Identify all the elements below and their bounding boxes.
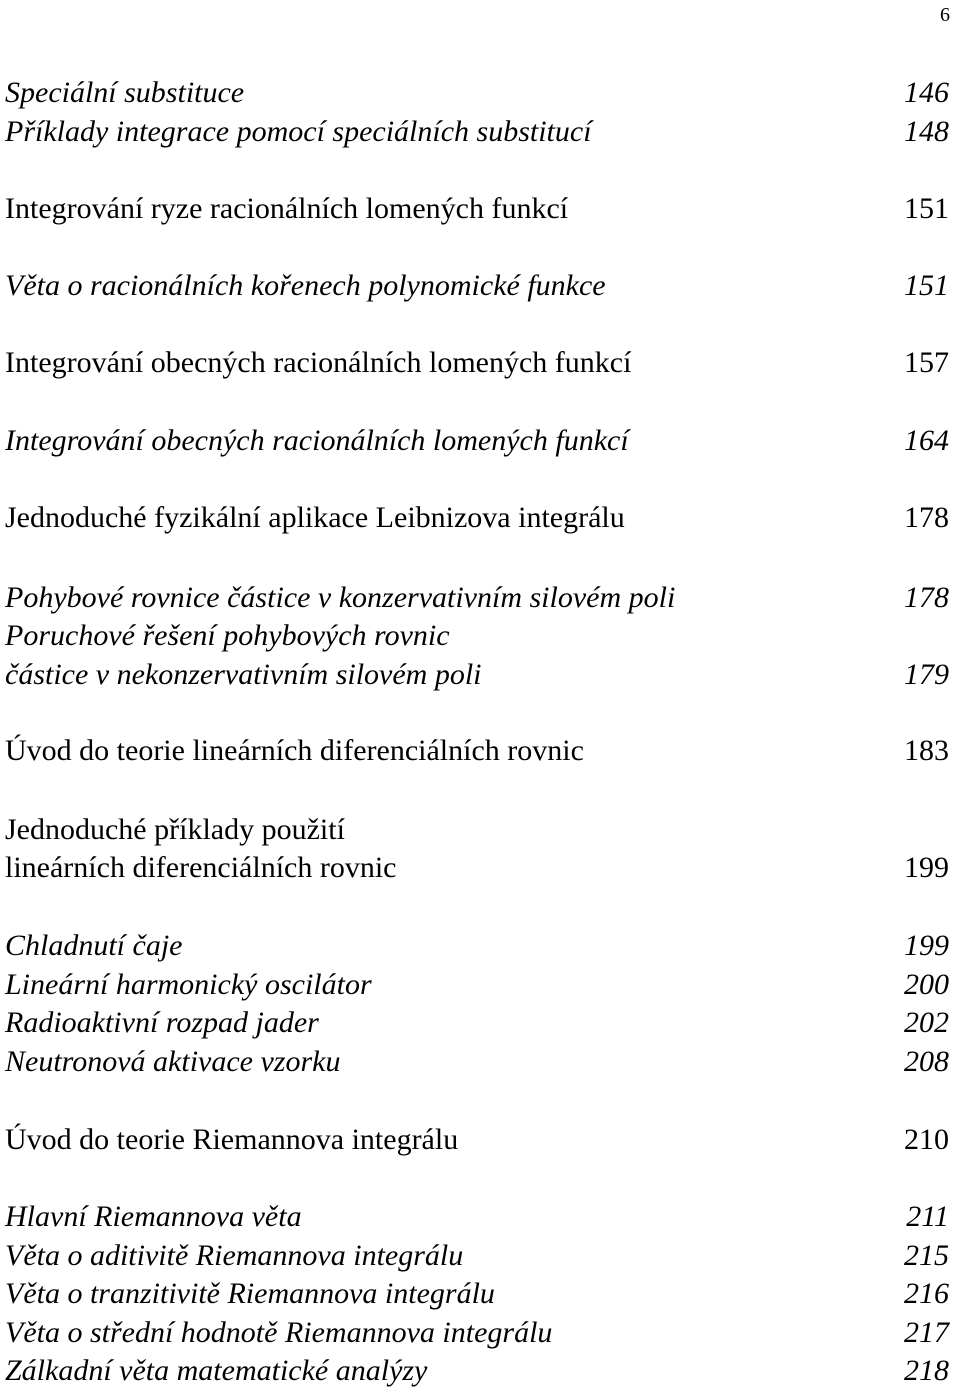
toc-entry-page: 215 xyxy=(904,1239,949,1272)
toc-entry-title: Neutronová aktivace vzorku xyxy=(5,1045,341,1078)
toc-entry-title: Zálkadní věta matematické analýzy xyxy=(5,1354,428,1387)
toc-entry xyxy=(5,345,949,381)
toc-entry xyxy=(5,1199,949,1235)
toc-entry-page: 199 xyxy=(904,851,949,884)
toc-entry xyxy=(5,423,949,459)
toc-entry-title: Věta o střední hodnotě Riemannova integrálu xyxy=(5,1316,553,1349)
toc-entry-page: 179 xyxy=(904,658,949,691)
toc-entry-page: 178 xyxy=(904,501,949,534)
toc-entry-page: 183 xyxy=(904,734,949,767)
toc-entry xyxy=(5,580,949,616)
toc-entry-title: Poruchové řešení pohybových rovnic xyxy=(5,619,450,652)
toc-entry-title: částice v nekonzervativním silovém poli xyxy=(5,658,482,691)
toc-entry xyxy=(5,850,949,886)
toc-entry xyxy=(5,1238,949,1274)
toc-entry-title: Chladnutí čaje xyxy=(5,929,183,962)
toc-entry xyxy=(5,1005,949,1041)
toc-entry-page: 210 xyxy=(904,1123,949,1156)
toc-entry-title: Věta o racionálních kořenech polynomické funkce xyxy=(5,269,606,302)
toc-entry-page: 211 xyxy=(906,1200,949,1233)
toc-entry xyxy=(5,500,949,536)
toc-entry-title: Příklady integrace pomocí speciálních substitucí xyxy=(5,115,592,148)
toc-entry-title: Integrování ryze racionálních lomených funkcí xyxy=(5,192,569,225)
toc-entry xyxy=(5,191,949,227)
toc-entry-page: 217 xyxy=(904,1316,949,1349)
toc-entry xyxy=(5,1315,949,1351)
toc-entry xyxy=(5,75,949,111)
toc-entry-page: 216 xyxy=(904,1277,949,1310)
toc-entry-page: 148 xyxy=(904,115,949,148)
toc-entry-title: Věta o tranzitivitě Riemannova integrálu xyxy=(5,1277,495,1310)
toc-entry-title: Radioaktivní rozpad jader xyxy=(5,1006,319,1039)
toc-entry-page: 202 xyxy=(904,1006,949,1039)
toc-entry-page: 178 xyxy=(904,581,949,614)
table-of-contents xyxy=(5,0,949,1393)
toc-entry xyxy=(5,1122,949,1158)
toc-entry-page: 151 xyxy=(904,192,949,225)
toc-entry xyxy=(5,967,949,1003)
toc-entry xyxy=(5,657,949,693)
toc-entry xyxy=(5,1276,949,1312)
toc-entry xyxy=(5,1044,949,1080)
toc-entry xyxy=(5,268,949,304)
toc-entry-title: Integrování obecných racionálních lomených funkcí xyxy=(5,424,629,457)
toc-entry-title: Jednoduché příklady použití xyxy=(5,813,345,846)
toc-entry-page: 218 xyxy=(904,1354,949,1387)
toc-entry-page: 208 xyxy=(904,1045,949,1078)
toc-entry xyxy=(5,114,949,150)
toc-entry-title: Integrování obecných racionálních lomených funkcí xyxy=(5,346,632,379)
toc-entry-page: 199 xyxy=(904,929,949,962)
toc-entry-title: lineárních diferenciálních rovnic xyxy=(5,851,397,884)
toc-entry-page: 146 xyxy=(904,76,949,109)
page-number: 6 xyxy=(940,4,950,26)
toc-entry-page: 164 xyxy=(904,424,949,457)
toc-entry xyxy=(5,928,949,964)
toc-entry-title: Pohybové rovnice částice v konzervativním silovém poli xyxy=(5,581,676,614)
toc-entry-title: Hlavní Riemannova věta xyxy=(5,1200,302,1233)
toc-entry xyxy=(5,618,949,654)
toc-entry-title: Lineární harmonický oscilátor xyxy=(5,968,372,1001)
toc-entry-title: Jednoduché fyzikální aplikace Leibnizova integrálu xyxy=(5,501,625,534)
toc-entry-page: 157 xyxy=(904,346,949,379)
toc-entry-page: 200 xyxy=(904,968,949,1001)
toc-entry xyxy=(5,812,949,848)
toc-entry-title: Speciální substituce xyxy=(5,76,245,109)
toc-entry xyxy=(5,733,949,769)
toc-entry-title: Úvod do teorie Riemannova integrálu xyxy=(5,1123,459,1156)
toc-entry-title: Věta o aditivitě Riemannova integrálu xyxy=(5,1239,464,1272)
toc-entry-page: 151 xyxy=(904,269,949,302)
toc-entry-title: Úvod do teorie lineárních diferenciálních rovnic xyxy=(5,734,584,767)
toc-entry xyxy=(5,1353,949,1389)
